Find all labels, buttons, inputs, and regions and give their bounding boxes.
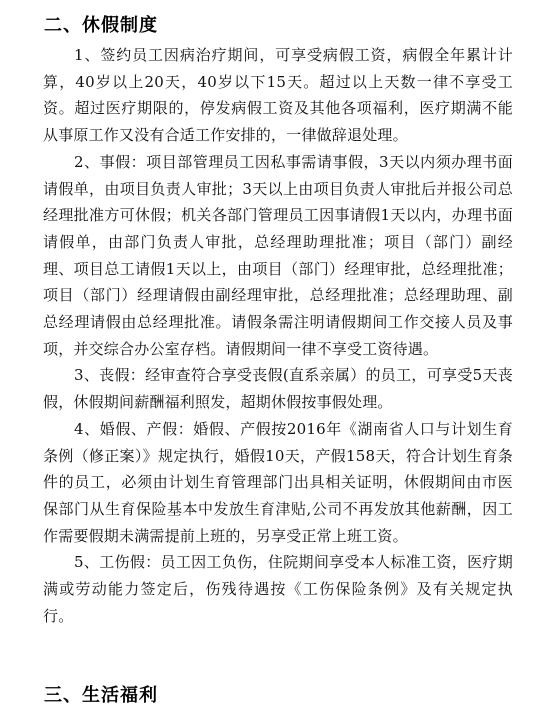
- section-heading-welfare: 三、生活福利: [44, 685, 158, 706]
- paragraph-personal-leave: 2、事假：项目部管理员工因私事需请事假，3天以内须办理书面请假单，由项目负责人审批；3天以上由项目负责人审批后并报公司总经理批准方可休假；机关各部门管理员工因事请假1天以内，办理书面请假单，由部门负责人审批，总经理助理批准；项目（部门）副经理、项目总工请假1天以上，由项目（部门）经理审批，总经理批准；项目（部门）经理请假由副经理审批，总经理批准；总经理助理、副总经理请假由总经理批准。请假条需注明请假期间工作交接人员及事项，并交综合办公室存档。请假期间一律不享受工资待遇。: [43, 152, 513, 358]
- paragraph-marriage-maternity-leave: 4、婚假、产假：婚假、产假按2016年《湖南省人口与计划生育条例（修正案）》规定执行，婚假10天，产假158天，符合计划生育条件的员工，必须由计划生育管理部门出具相关证明，休假期间由市医保部门从生育保险基本中发放生育津贴,公司不再发放其他薪酬，因工作需要假期未满需提前上班的，另享受正常上班工资。: [43, 419, 513, 545]
- paragraph-bereavement-leave: 3、丧假：经审查符合享受丧假(直系亲属）的员工，可享受5天丧假，休假期间薪酬福利照发，超期休假按事假处理。: [43, 366, 513, 412]
- section-body-vacation-policy: [43, 42, 513, 629]
- paragraph-sick-leave: 1、签约员工因病治疗期间，可享受病假工资，病假全年累计计算，40岁以上20天，40岁以下15天。超过以上天数一律不享受工资。超过医疗期限的，停发病假工资及其他各项福利，医疗期满不能从事原工作又没有合适工作安排的，一律做辞退处理。: [43, 46, 513, 145]
- paragraph-work-injury-leave: 5、工伤假：员工因工负伤，住院期间享受本人标准工资，医疗期满或劳动能力签定后，伤残待遇按《工伤保险条例》及有关规定执行。: [43, 553, 513, 625]
- section-heading-vacation-policy: 二、休假制度: [44, 15, 158, 36]
